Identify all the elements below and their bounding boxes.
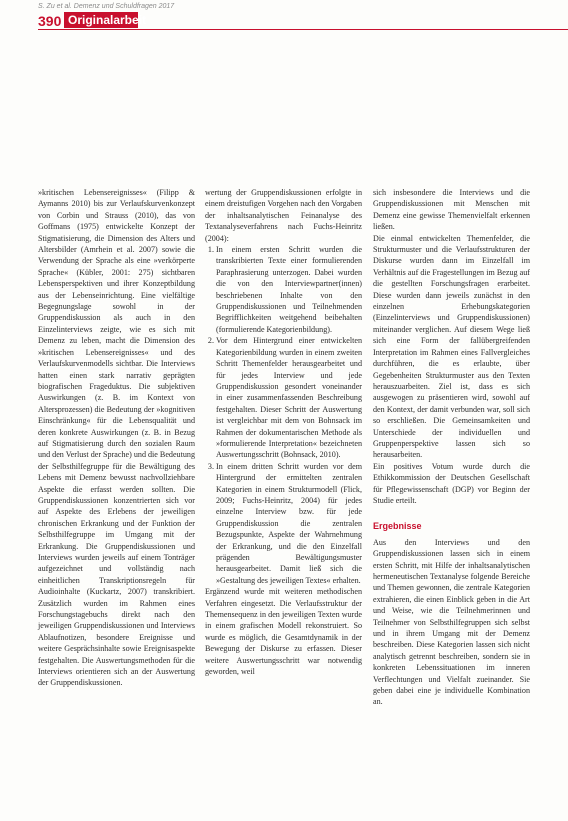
body-paragraph: Die einmal entwickelten Themenfelder, die Strukturmuster und die Verlaufsstrukturen der Diskurse wurden dann im Einzelfall im Verhältnis auf die Fragestellungen im Bezug auf die gestellten Forschungsfragen erarbeitet. Diese wurden dann jeweils zunächst in den einzelnen Erhebungskategorien (Einzelinterviews und Gruppendiskussionen) miteinander verglichen. Auf diesem Wege ließ sich eine Form der fallübergreifenden Interpretation im Rahmen eines Fallvergleiches durchführen, die es erlaubte, über Gegebenheiten Strukturmuster aus den Texten herauszuarbeiten. Ziel ist, dass es sich ausgewogen zu präsentieren wird, sowohl auf den Kontext, der damit verbunden war, soll sich so erschließen. Die Gemeinsamkeiten und Unterschiede der individuellen und Gruppenperspektive lassen sich so herausarbeiten. (373, 233, 530, 460)
header-rule (38, 29, 568, 30)
list-item: 3. In einem dritten Schritt wurden vor dem Hintergrund der ermittelten zentralen Kategorien in einem Strukturmodell (Flick, 2009; Fuchs-Heinritz, 2004) für jedes einzelne Interview bzw. für jede Gruppendiskussion die zentralen Bezugspunkte, Aspekte der Wahrnehmung der Erkrankung, und die den Einzelfall prägenden Bewältigungsmuster herausgearbeitet. Damit ließ sich die »Gestaltung des jeweiligen Textes« erhalten. (216, 461, 362, 586)
body-paragraph: sich insbesondere die Interviews und die Gruppendiskussionen mit Menschen mit Demenz eine gewisse Themenvielfalt erkennen ließen. (373, 188, 530, 232)
list-item: 2. Vor dem Hintergrund einer entwickelten Kategorienbildung wurden in einem zweiten Schritt Themenfelder herausgearbeitet und für jedes Interview und jede Gruppendiskussion gesondert voneinander in einer zusammenfassenden Beschreibung festgehalten. Dieser Schritt der Auswertung ist vergleichbar mit dem von Bohnsack im Rahmen der dokumentarischen Methode als »formulierende Interpretation« bezeichneten Auswertungsschritt (Bohnsack, 2010). (216, 335, 362, 460)
body-paragraph: Ein positives Votum wurde durch die Ethikkommission der Deutschen Gesellschaft für Pflegewissenschaft (DGP) vor Beginn der Studie erteilt. (373, 461, 530, 505)
list-item: 1. In einem ersten Schritt wurden die transkribierten Texte einer formulierenden Paraphrasierung unterzogen. Dabei wurden die von den Interviewpartner(innen) beschriebenen Inhalte von den Gruppendiskussionen und Teilnehmenden Begrifflichkeiten weitgehend beibehalten (formulierende Kategorienbildung). (216, 244, 362, 335)
running-head: S. Zu et al. Demenz und Schuldfragen 2017 (38, 3, 175, 10)
text-column-2 (205, 187, 362, 677)
page-number: 390 (38, 13, 62, 29)
method-steps-list (205, 244, 362, 586)
section-heading: Ergebnisse (373, 521, 422, 532)
body-paragraph: Aus den Interviews und den Gruppendiskussionen lassen sich in einem ersten Schritt, mit Hilfe der inhaltsanalytischen hermeneutischen Textanalyse folgende Bereiche und Themen gewonnen, die zentrale Kategorien extrahieren, die einen Einblick geben in die Art und Weise, wie die Teilnehmerinnen und Teilnehmer von Selbsthilfegruppen sich selbst und in ihrem Umgang mit der Demenz beschreiben. Diese Kategorien lassen sich nicht analytisch getrennt beschreiben, sondern sie in konkreten Lebenssituationen im inneren Verflechtungen und Vielfalt zueinander. Sie geben dabei eine je individuelle Kombination an. (373, 537, 530, 707)
text-column-1 (38, 187, 195, 689)
body-paragraph: »kritischen Lebensereignisses« (Filipp & Aymanns 2010) bis zur Verlaufskurvenkonzept von Corbin und Strauss (2010), das von Goffmans (1975) entwickelte Konzept der Stigmatisierung, die Dimension des Alters und Altersbilder (Amrhein et al. 2007) sowie die Verwendung der Sprache als eine »verkörperte Sprache« (Kübler, 2001: 275) sichtbaren Lebensperspektiven und ihrer Konzeptbildung aus der Lebenseinrichtung. Eine vielfältige Begegnungslage sowohl in der Gruppendiskussion als auch in den Einzelinterviews zeigte, wie es sich mit Demenz zu leben, macht die Dimension des »kritischen Lebensereignisses« und des Verlaufskurvenmodells sichtbar. Die Interviews hatten einen stark narrativ geprägten biografischen Frageduktus. Die subjektiven Auswirkungen (z. B. im Kontext von Altersprozessen) die Bedeutung der »kognitiven Einschränkung« für die Lebensqualität und deren konkrete Auswirkungen (z. B. in Bezug auf Stigmatisierung durch den sozialen Raum und den Verlust der Sprache) und die Bedeutung der Selbsthilfegruppe für die Bewältigung des Lebens mit Demenz bewusst nachvollziehbare Aspekte die erfasst werden sollten. Die Gruppendiskussionen konzentrierten sich vor auf Aspekte des Erlebens der jeweiligen chronischen Erkrankung und der Funktion der Selbsthilfegruppe im Umgang mit der Erkrankung. Die Gruppendiskussionen und Interviews wurden jeweils auf einem Tonträger aufgezeichnet und vollständig nach einheitlichen Transkriptionsregeln für Audioinhalte (Kuckartz, 2007) transkribiert. Zusätzlich wurden im Rahmen eines Forschungstagebuchs direkt nach den jeweiligen Gruppendiskussionen und Interviews Ablaufnotizen, besondere Ereignisse und weitere Gesprächsinhalte sowie Ereignisaspekte festgehalten. Die Auswertungsmethoden für die Interviews orientieren sich an der Auswertung der Gruppendiskussionen. (38, 188, 195, 688)
section-tag: Originalarbeit (64, 12, 138, 28)
body-paragraph: wertung der Gruppendiskussionen erfolgte in einem dreistufigen Vorgehen nach den Vorgaben der inhaltsanalytischen Feinanalyse des Textanalyseverfahrens nach Fuchs-Heinritz (2004): (205, 188, 362, 243)
text-column-3 (373, 187, 530, 708)
body-paragraph: Ergänzend wurde mit weiteren methodischen Verfahren eingesetzt. Die Verlaufsstruktur der Themensequenz in den jeweiligen Texten wurde in einem grafischen Modell rekonstruiert. So wurde es möglich, die Gesamtdynamik in der Bewegung der Diskurse zu erfassen. Dieser weitere Auswertungsschritt war notwendig geworden, weil (205, 587, 362, 677)
